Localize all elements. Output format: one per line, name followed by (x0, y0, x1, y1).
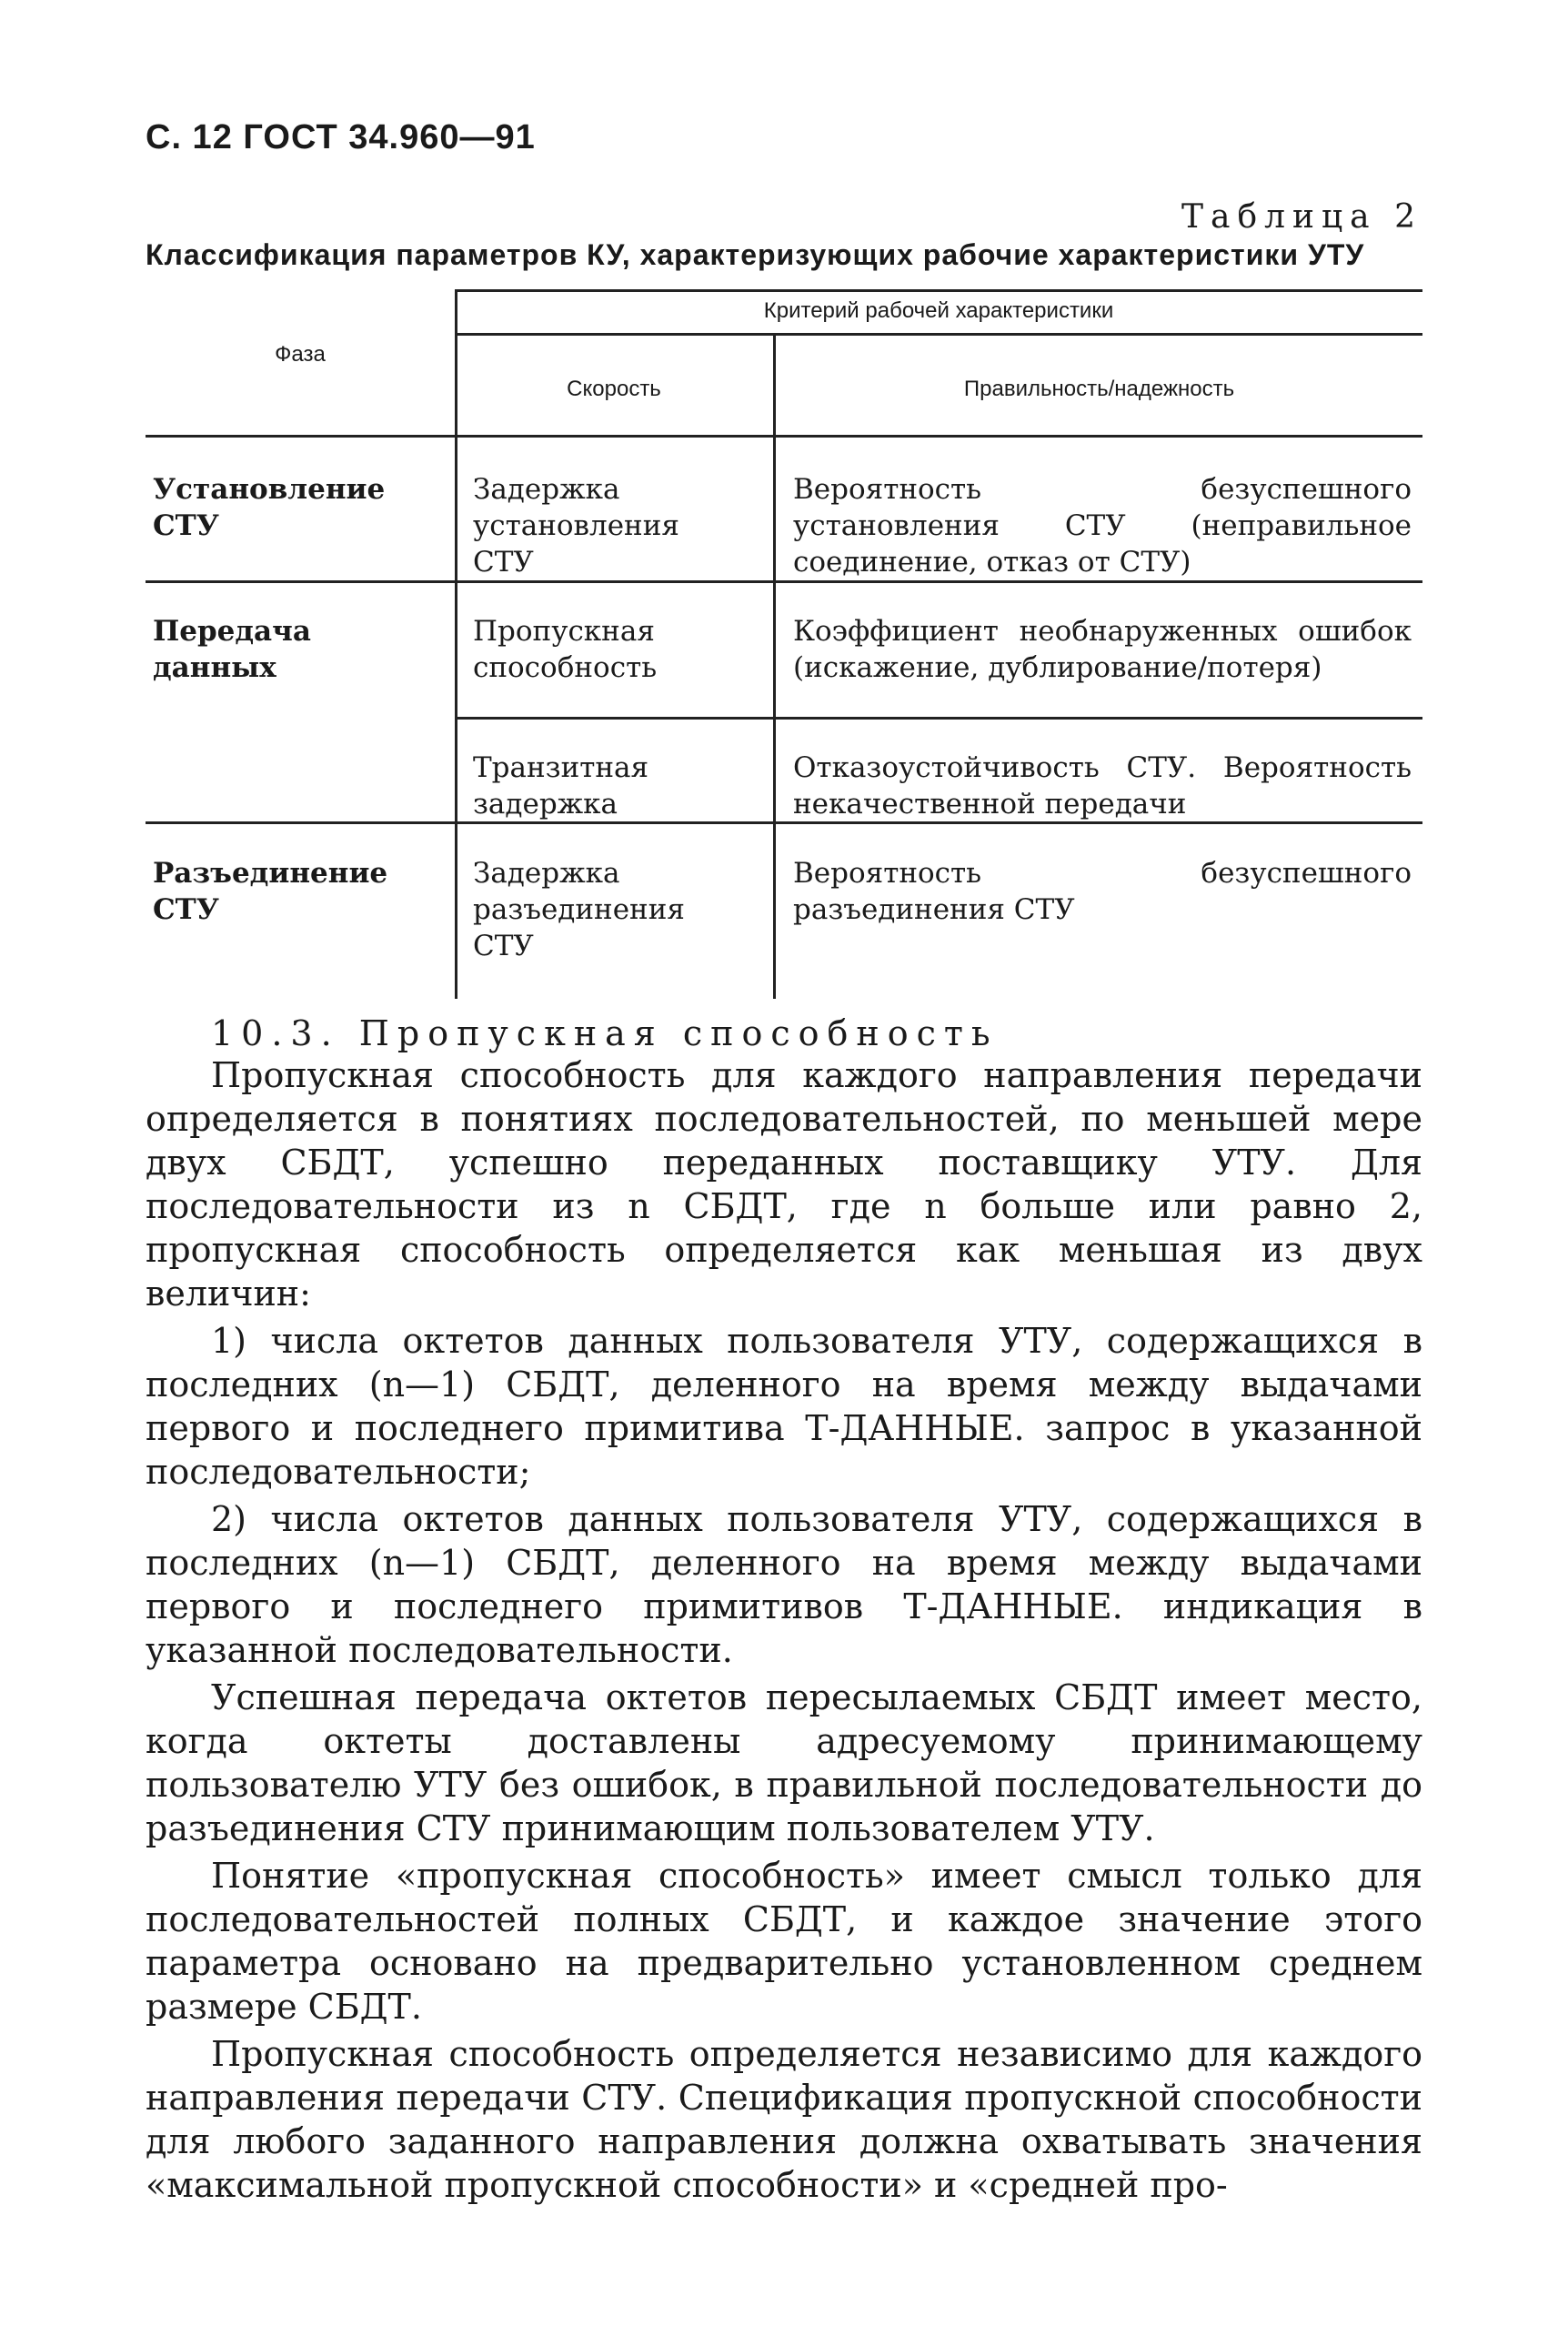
header-speed: Скорость (567, 377, 661, 401)
phase-cell: Передача данных (153, 615, 311, 684)
speed-cell: Пропускная способность (473, 615, 658, 684)
speed-cell: Задержка установления СТУ (473, 473, 679, 579)
paragraph: Пропускная способность для каждого направления передачи определяется в понятиях последовательностей, по меньшей мере двух СБДТ, успешно переданных поставщику УТУ. Для последовательности из n СБДТ, где n больше или равно 2, пропускная способность определяется как меньшая из двух величин: (146, 1055, 1422, 1314)
reliability-cell: Вероятность безуспешного установления СТУ (неправильное соединение, отказ от СТУ) (793, 473, 1412, 579)
page-header: С. 12 ГОСТ 34.960—91 (146, 118, 536, 156)
header-phase: Фаза (275, 342, 326, 367)
table-top-rule (455, 289, 1422, 292)
list-item: 1) числа октетов данных пользователя УТУ, содержащихся в последних (n—1) СБДТ, деленного на время между выдачами первого и последнего примитива Т-ДАННЫЕ. запрос в указанной последовательности; (146, 1321, 1422, 1492)
reliability-cell: Отказоустойчивость СТУ. Вероятность некачественной передачи (793, 751, 1412, 821)
paragraph: Успешная передача октетов пересылаемых СБДТ имеет место, когда октеты доставлены адресуемому принимающему пользователю УТУ без ошибок, в правильной последовательности до разъединения СТУ принимающим пользователем УТУ. (146, 1677, 1422, 1848)
header-criterion: Критерий рабочей характеристики (763, 298, 1114, 323)
speed-column-rule (773, 333, 776, 999)
list-item: 2) числа октетов данных пользователя УТУ, содержащихся в последних (n—1) СБДТ, деленного на время между выдачами первого и последнего примитивов Т-ДАННЫЕ. индикация в указанной последовательности. (146, 1499, 1422, 1670)
reliability-cell: Вероятность безуспешного разъединения СТУ (793, 857, 1412, 926)
paragraph: Пропускная способность определяется независимо для каждого направления передачи СТУ. Спецификация пропускной способности для любого заданного направления должна охватывать значения «максимальной пропускной способности» и «средней про- (146, 2034, 1422, 2205)
table-number: Таблица 2 (1181, 198, 1422, 236)
speed-cell: Задержка разъединения СТУ (473, 857, 685, 962)
reliability-cell: Коэффициент необнаруженных ошибок (искажение, дублирование/потеря) (793, 615, 1412, 684)
speed-cell: Транзитная задержка (473, 751, 649, 821)
table-title: Классификация параметров КУ, характеризующих рабочие характеристики УТУ (146, 238, 1365, 271)
paragraph: Понятие «пропускная способность» имеет смысл только для последовательностей полных СБДТ, и каждое значение этого параметра основано на предварительно установленном среднем размере СБДТ. (146, 1856, 1422, 2027)
header-split-rule (455, 333, 1422, 336)
section-heading: 10.3. Пропускная способность (211, 1013, 999, 1053)
section-body (146, 1053, 1422, 2207)
phase-cell: Разъединение СТУ (153, 857, 388, 926)
header-reliability: Правильность/надежность (963, 377, 1235, 401)
parameters-table (146, 289, 1422, 999)
phase-cell: Установление СТУ (153, 473, 386, 542)
row2a-bottom-rule (455, 717, 1422, 720)
header-bottom-rule (146, 435, 1422, 438)
row1-bottom-rule (146, 580, 1422, 583)
